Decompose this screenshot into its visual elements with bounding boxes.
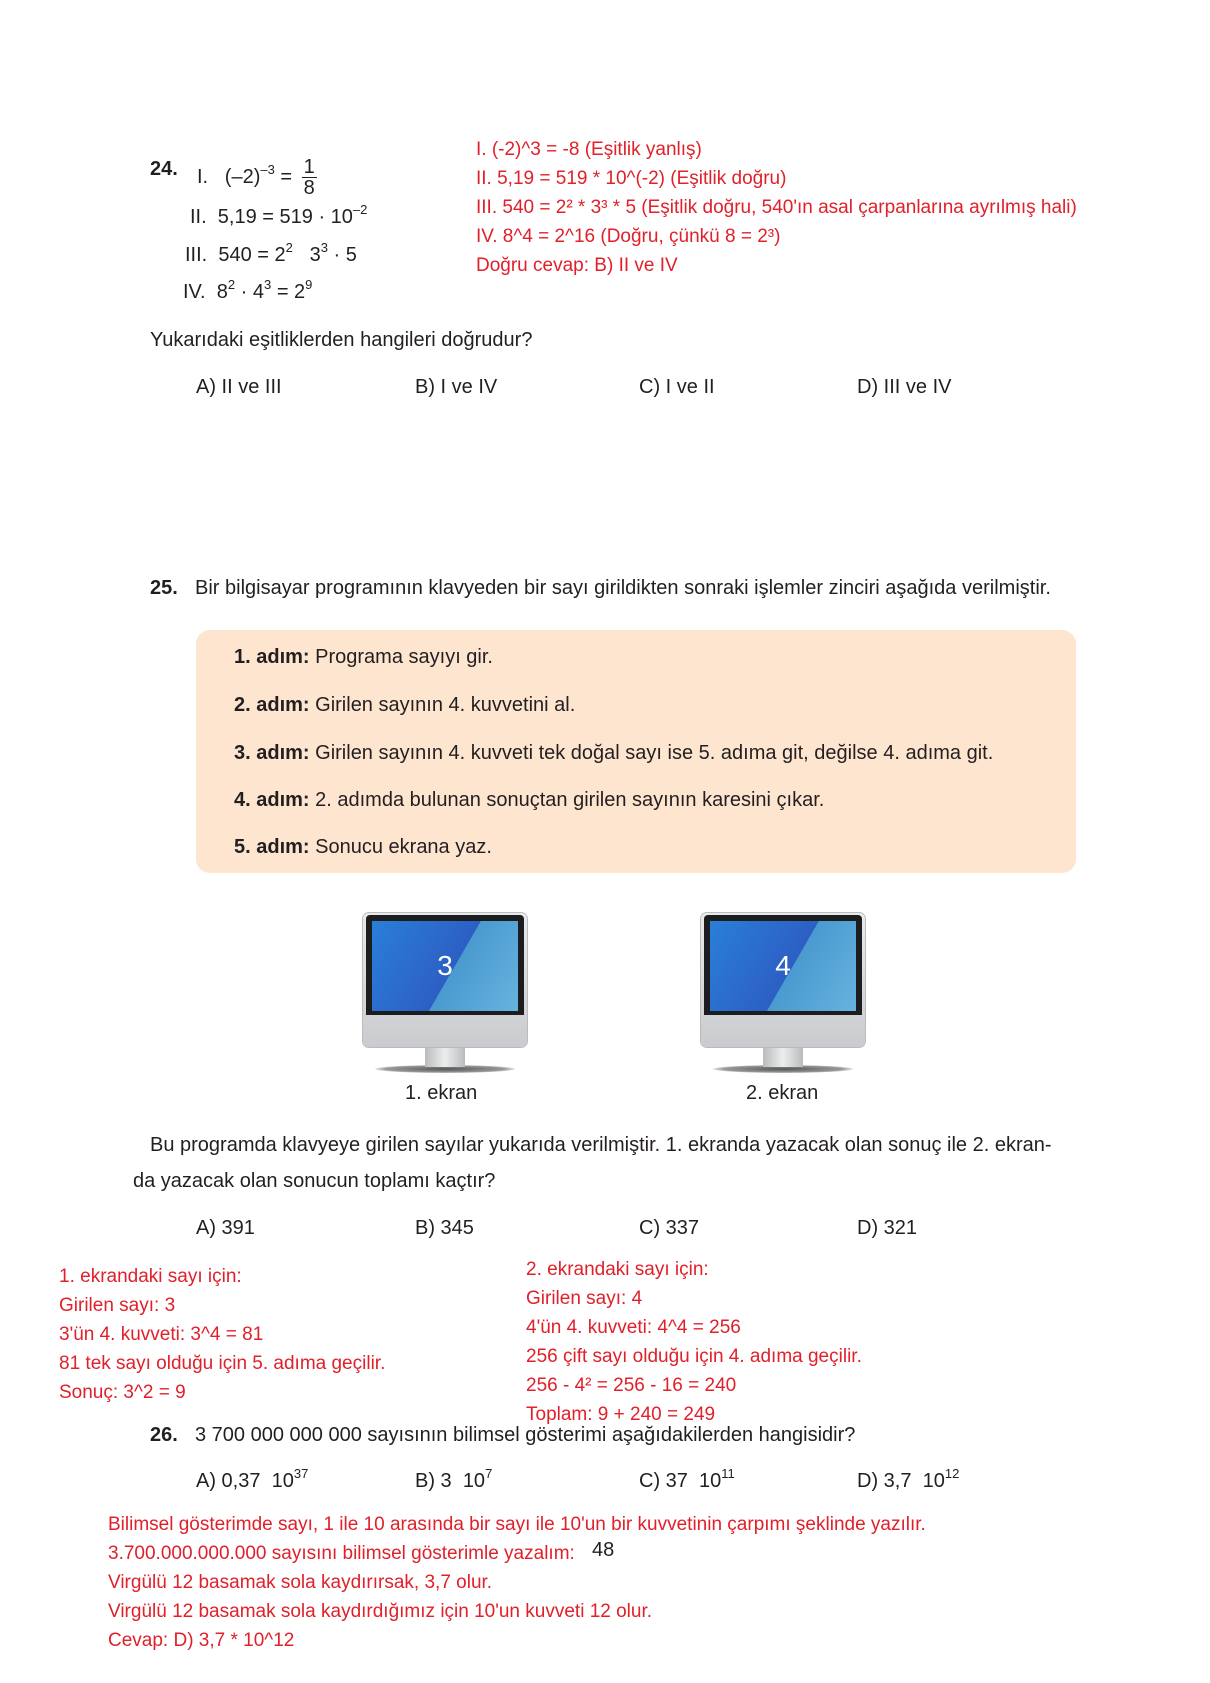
q25-intro: Bir bilgisayar programının klavyeden bir sayı girildikten sonraki işlemler zinciri aşağıda verilmiştir. — [195, 577, 1051, 599]
exponent: 37 — [293, 1466, 309, 1481]
option-d[interactable] — [857, 1466, 960, 1495]
annotation-line: II. 5,19 = 519 * 10^(-2) (Eşitlik doğru) — [476, 168, 787, 189]
equation: 3 — [309, 244, 321, 266]
step-text: 2. adımda bulunan sonuçtan girilen sayının karesini çıkar. — [315, 789, 825, 811]
question-number-26: 26. — [150, 1424, 178, 1446]
step-label: 5. adım: — [234, 836, 310, 858]
equation: 540 = 2 — [218, 244, 286, 266]
exponent: 3 — [320, 240, 328, 255]
annotation-line: 2. ekrandaki sayı için: — [526, 1259, 709, 1280]
base: 10 — [271, 1470, 294, 1492]
annotation-line: Doğru cevap: B) II ve IV — [476, 255, 678, 276]
q26-question: 3 700 000 000 000 sayısının bilimsel gösterimi aşağıdakilerden hangisidir? — [195, 1424, 856, 1446]
step-label: 2. adım: — [234, 694, 310, 716]
q25-question-line-2: da yazacak olan sonucun toplamı kaçtır? — [133, 1170, 496, 1192]
roman-numeral: IV. — [183, 281, 206, 303]
step-text: Girilen sayının 4. kuvveti tek doğal sayı ise 5. adıma git, değilse 4. adıma git. — [315, 742, 994, 764]
q25-question-line-1: Bu programda klavyeye girilen sayılar yukarıda verilmiştir. 1. ekranda yazacak olan sonuç ile 2. ekran- — [150, 1134, 1052, 1156]
annotation-line: 256 çift sayı olduğu için 4. adıma geçilir. — [526, 1346, 862, 1367]
q24-annotation — [476, 138, 1077, 283]
step-label: 1. adım: — [234, 646, 310, 668]
monitor-1-icon — [363, 913, 527, 1077]
annotation-line: Girilen sayı: 4 — [526, 1288, 643, 1309]
equation: · 5 — [333, 244, 357, 266]
q24-question: Yukarıdaki eşitliklerden hangileri doğrudur? — [150, 329, 533, 351]
screen-value: 3 — [372, 921, 518, 1011]
base: 10 — [699, 1470, 722, 1492]
equation: = 2 — [276, 281, 306, 303]
step-text: Sonucu ekrana yaz. — [315, 836, 492, 858]
q24-item-2 — [190, 202, 368, 231]
step-3 — [234, 741, 993, 765]
step-text: Programa sayıyı gir. — [315, 646, 493, 668]
fraction — [302, 157, 317, 198]
exponent: 2 — [285, 240, 293, 255]
annotation-line: I. (-2)^3 = -8 (Eşitlik yanlış) — [476, 139, 702, 160]
option-b[interactable]: B) I ve IV — [415, 376, 498, 398]
denominator: 8 — [303, 177, 315, 199]
exponent: 12 — [944, 1466, 960, 1481]
numerator: 1 — [303, 156, 315, 178]
option-b[interactable]: B) 345 — [415, 1217, 474, 1239]
annotation-line: 3'ün 4. kuvveti: 3^4 = 81 — [59, 1324, 264, 1345]
question-number-25: 25. — [150, 577, 178, 599]
roman-numeral: II. — [190, 206, 207, 228]
q25-annotation-left — [59, 1265, 385, 1410]
annotation-line: 4'ün 4. kuvveti: 4^4 = 256 — [526, 1317, 741, 1338]
annotation-line: Cevap: D) 3,7 * 10^12 — [108, 1630, 295, 1651]
q24-item-1 — [197, 157, 317, 198]
annotation-line: 81 tek sayı olduğu için 5. adıma geçilir. — [59, 1353, 386, 1374]
roman-numeral: III. — [185, 244, 208, 266]
annotation-line: 256 - 4² = 256 - 16 = 240 — [526, 1375, 737, 1396]
screen-value: 4 — [710, 921, 856, 1011]
option-label: A) 0,37 — [196, 1470, 261, 1492]
step-text: Girilen sayının 4. kuvvetini al. — [315, 694, 576, 716]
exponent: 11 — [721, 1466, 735, 1481]
option-d[interactable]: D) 321 — [857, 1217, 918, 1239]
annotation-line: Sonuç: 3^2 = 9 — [59, 1382, 186, 1403]
option-c[interactable] — [639, 1466, 735, 1495]
exponent: –2 — [352, 202, 368, 217]
equals: = — [280, 165, 293, 188]
option-label: C) 37 — [639, 1470, 688, 1492]
annotation-line: Girilen sayı: 3 — [59, 1295, 176, 1316]
exponent: 9 — [305, 277, 313, 292]
step-2 — [234, 693, 575, 717]
base: (–2) — [224, 165, 261, 188]
step-label: 3. adım: — [234, 742, 310, 764]
option-a[interactable]: A) 391 — [196, 1217, 255, 1239]
option-label: B) 3 — [415, 1470, 452, 1492]
equation: · 4 — [240, 281, 265, 303]
annotation-line: Virgülü 12 basamak sola kaydırırsak, 3,7 olur. — [108, 1572, 493, 1593]
page-number: 48 — [592, 1539, 615, 1561]
equation: 8 — [216, 281, 228, 303]
step-4 — [234, 788, 824, 812]
exponent: –3 — [260, 161, 275, 177]
exponent: 2 — [227, 277, 236, 292]
base: 10 — [462, 1470, 486, 1492]
roman-numeral: I. — [197, 165, 209, 188]
exponent: 3 — [264, 277, 272, 292]
q24-item-4 — [183, 277, 313, 306]
option-c[interactable]: C) 337 — [639, 1217, 700, 1239]
annotation-line: III. 540 = 2² * 3³ * 5 (Eşitlik doğru, 540'ın asal çarpanlarına ayrılmış hali) — [476, 197, 1077, 218]
option-a[interactable] — [196, 1466, 309, 1495]
annotation-line: Bilimsel gösterimde sayı, 1 ile 10 arasında bir sayı ile 10'un bir kuvvetinin çarpımı şeklinde yazılır. — [108, 1514, 926, 1535]
step-5 — [234, 835, 492, 859]
q26-annotation — [108, 1513, 926, 1658]
screen-1-label: 1. ekran — [405, 1082, 478, 1104]
annotation-line: Toplam: 9 + 240 = 249 — [526, 1404, 716, 1425]
annotation-line: 3.700.000.000.000 sayısını bilimsel gösterimle yazalım: — [108, 1543, 575, 1564]
option-d[interactable]: D) III ve IV — [857, 376, 952, 398]
exponent: 7 — [485, 1466, 493, 1481]
option-a[interactable]: A) II ve III — [196, 376, 282, 398]
screen-2-label: 2. ekran — [746, 1082, 819, 1104]
step-1 — [234, 645, 493, 669]
q25-annotation-right — [526, 1258, 862, 1432]
equation: 5,19 = 519 · 10 — [217, 206, 353, 228]
option-c[interactable]: C) I ve II — [639, 376, 715, 398]
monitor-2-icon — [701, 913, 865, 1077]
base: 10 — [922, 1470, 945, 1492]
annotation-line: IV. 8^4 = 2^16 (Doğru, çünkü 8 = 2³) — [476, 226, 781, 247]
option-b[interactable] — [415, 1466, 493, 1495]
annotation-line: 1. ekrandaki sayı için: — [59, 1266, 242, 1287]
step-label: 4. adım: — [234, 789, 310, 811]
q24-item-3 — [185, 240, 357, 269]
question-number-24: 24. — [150, 158, 178, 180]
annotation-line: Virgülü 12 basamak sola kaydırdığımız için 10'un kuvveti 12 olur. — [108, 1601, 653, 1622]
option-label: D) 3,7 — [857, 1470, 912, 1492]
